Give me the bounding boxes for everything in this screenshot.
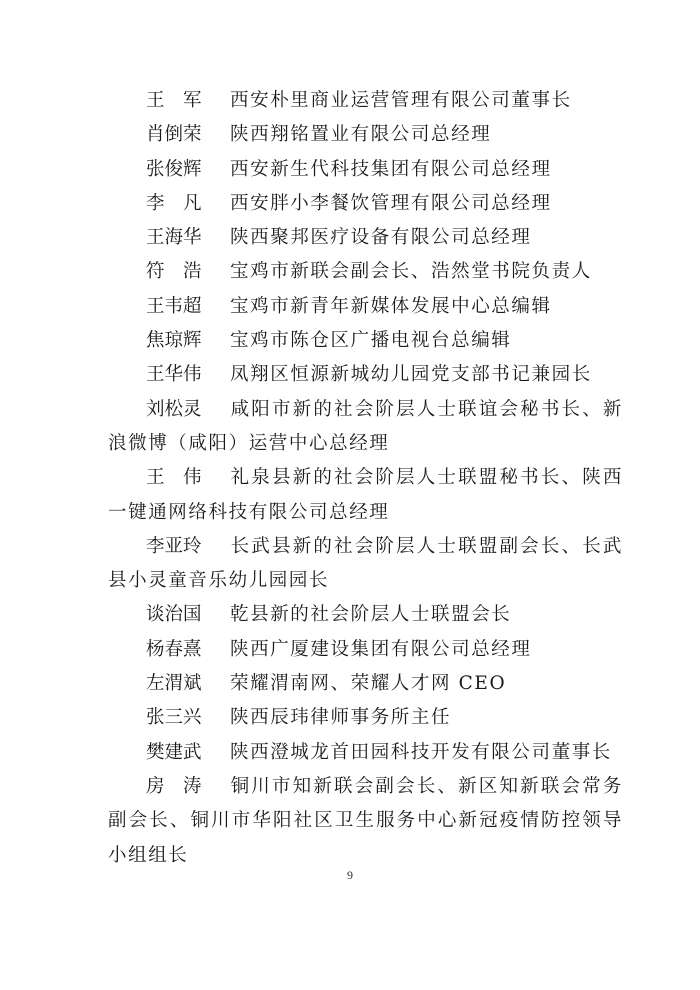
person-name: 张三兴	[146, 707, 202, 729]
person-name: 王 伟	[146, 467, 202, 489]
person-title: 咸阳市新的社会阶层人士联谊会秘书长、新浪微博（咸阳）运营中心总经理	[108, 398, 623, 454]
person-title: 陕西翔铭置业有限公司总经理	[230, 124, 492, 146]
list-item	[108, 84, 623, 118]
page-number: 9	[347, 868, 353, 882]
person-name: 王韦超	[146, 295, 202, 317]
person-title: 长武县新的社会阶层人士联盟副会长、长武县小灵童音乐幼儿园园长	[108, 535, 623, 592]
person-name: 肖倒荣	[146, 124, 202, 146]
person-name: 谈治国	[146, 604, 202, 626]
list-item	[108, 530, 623, 599]
person-name: 张俊辉	[146, 158, 202, 180]
person-name: 刘松灵	[146, 398, 202, 420]
person-name: 王 军	[146, 90, 202, 111]
person-name: 杨春熹	[146, 638, 202, 660]
person-title: 礼泉县新的社会阶层人士联盟秘书长、陕西一键通网络科技有限公司总经理	[108, 467, 623, 523]
list-item	[108, 770, 623, 873]
person-name: 左渭斌	[146, 673, 202, 695]
person-name: 王海华	[146, 227, 202, 249]
person-name: 焦琼辉	[146, 330, 202, 352]
person-title: 陕西广厦建设集团有限公司总经理	[230, 638, 532, 660]
person-title: 宝鸡市新青年新媒体发展中心总编辑	[230, 295, 552, 317]
person-name: 李 凡	[146, 192, 202, 214]
person-name: 樊建武	[146, 741, 202, 763]
list-item	[108, 153, 623, 187]
list-item	[108, 221, 623, 255]
list-item	[108, 324, 623, 358]
list-item	[108, 255, 623, 289]
person-name: 李亚玲	[146, 535, 202, 557]
list-item	[108, 598, 623, 632]
list-item	[108, 187, 623, 221]
person-name: 符 浩	[146, 261, 202, 283]
list-item	[108, 633, 623, 667]
person-title: 陕西聚邦医疗设备有限公司总经理	[230, 227, 532, 249]
list-item	[108, 118, 623, 152]
person-title: 荣耀渭南网、荣耀人才网 CEO	[230, 673, 507, 695]
person-title: 西安朴里商业运营管理有限公司董事长	[230, 90, 572, 111]
list-item	[108, 358, 623, 392]
person-title: 宝鸡市陈仓区广播电视台总编辑	[230, 330, 512, 352]
member-list	[108, 84, 623, 873]
person-title: 宝鸡市新联会副会长、浩然堂书院负责人	[230, 261, 592, 283]
person-title: 西安胖小李餐饮管理有限公司总经理	[230, 192, 552, 214]
person-title: 西安新生代科技集团有限公司总经理	[230, 158, 552, 180]
person-title: 铜川市知新联会副会长、新区知新联会常务副会长、铜川市华阳社区卫生服务中心新冠疫情防控领导小组组长	[108, 775, 623, 866]
list-item	[108, 701, 623, 735]
person-title: 陕西澄城龙首田园科技开发有限公司董事长	[230, 741, 612, 763]
list-item	[108, 290, 623, 324]
list-item	[108, 393, 623, 462]
person-name: 房 涛	[146, 775, 202, 797]
list-item	[108, 461, 623, 530]
person-title: 陕西辰玮律师事务所主任	[230, 707, 452, 729]
person-title: 凤翔区恒源新城幼儿园党支部书记兼园长	[230, 364, 592, 386]
person-title: 乾县新的社会阶层人士联盟会长	[230, 604, 512, 626]
list-item	[108, 667, 623, 701]
person-name: 王华伟	[146, 364, 202, 386]
list-item	[108, 736, 623, 770]
